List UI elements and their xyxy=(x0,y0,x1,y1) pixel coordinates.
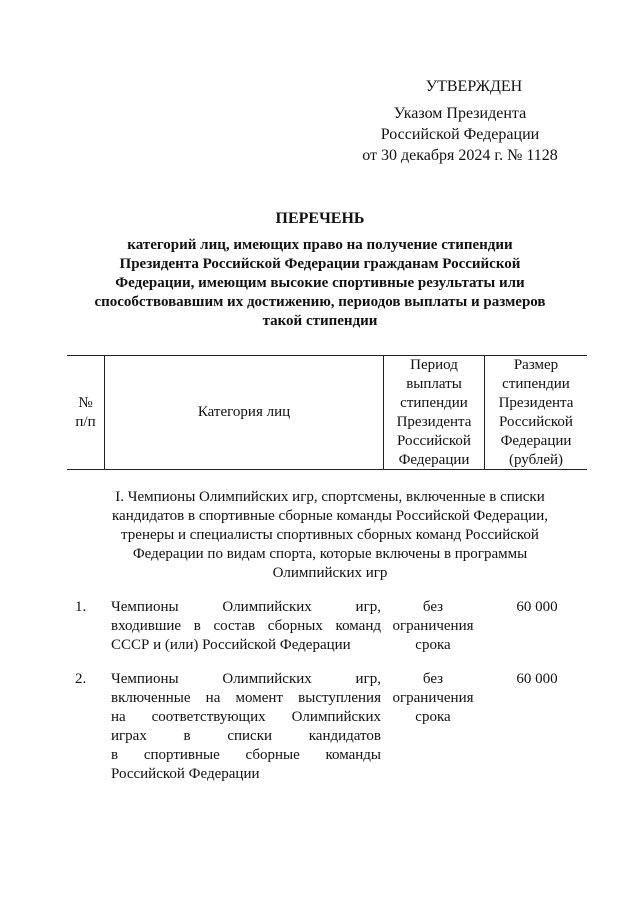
header-period-line: Федерации xyxy=(398,451,470,468)
row-category-line: Российской Федерации xyxy=(111,766,260,782)
header-amount-line: Размер xyxy=(513,356,559,373)
section-line: I. Чемпионы Олимпийских игр, спортсмены, включенные в списки xyxy=(115,489,545,505)
header-period-line: выплаты xyxy=(406,375,462,392)
section-line: Олимпийских игр xyxy=(272,565,388,581)
header-period-line: Российской xyxy=(397,432,471,449)
subtitle-line: Президента Российской Федерации гражданам Российской xyxy=(119,256,521,272)
section-line: кандидатов в спортивные сборные команды Российской Федерации, xyxy=(111,508,549,524)
row-period xyxy=(389,670,477,727)
document-title: ПЕРЕЧЕНЬ xyxy=(275,210,365,227)
row-number: 2. xyxy=(75,671,87,687)
row-period-line: без xyxy=(422,599,444,615)
approval-stamp: УТВЕРЖДЕН xyxy=(425,78,523,95)
header-amount-line: Президента xyxy=(498,394,574,411)
row-amount: 60 000 xyxy=(516,599,558,615)
approval-block xyxy=(340,76,580,166)
row-category-line: включенные на момент выступления xyxy=(111,690,381,706)
approval-line: Российской Федерации xyxy=(380,126,540,143)
header-amount-line: Российской xyxy=(499,413,573,430)
subtitle-line: такой стипендии xyxy=(262,313,378,329)
section-heading xyxy=(80,488,580,583)
header-period xyxy=(384,356,485,469)
header-period-line: Период xyxy=(410,356,458,373)
header-category-label: Категория лиц xyxy=(197,404,291,420)
row-category-line: в спортивные сборные команды xyxy=(111,747,381,763)
row-category-line: Чемпионы Олимпийских игр, xyxy=(111,599,381,615)
approval-line: от 30 декабря 2024 г. № 1128 xyxy=(362,147,558,164)
header-period-line: стипендии xyxy=(400,394,468,411)
approval-line: Указом Президента xyxy=(393,105,527,122)
header-amount xyxy=(485,356,587,469)
header-num-line: № xyxy=(78,394,93,411)
row-period-line: срока xyxy=(415,709,451,725)
subtitle-line: способствовавшим их достижению, периодов выплаты и размеров xyxy=(94,294,546,310)
row-period-line: ограничения xyxy=(392,618,474,634)
header-amount-line: Федерации xyxy=(500,432,572,449)
header-period-line: Президента xyxy=(396,413,472,430)
table-header xyxy=(67,355,587,470)
row-category xyxy=(111,598,381,655)
subtitle-line: Федерации, имеющим высокие спортивные результаты или xyxy=(115,275,525,291)
header-amount-line: (рублей) xyxy=(508,451,564,468)
header-num-line: п/п xyxy=(75,413,96,430)
subtitle-line: категорий лиц, имеющих право на получение стипендии xyxy=(127,237,513,253)
section-line: Федерации по видам спорта, которые включены в программы xyxy=(132,546,528,562)
row-period-line: без xyxy=(422,671,444,687)
row-category xyxy=(111,670,381,784)
row-category-line: входившие в состав сборных команд xyxy=(111,618,381,634)
row-amount: 60 000 xyxy=(516,671,558,687)
row-category-line: играх в списки кандидатов xyxy=(111,728,381,744)
row-period-line: ограничения xyxy=(392,690,474,706)
header-num xyxy=(67,356,105,469)
header-category xyxy=(105,356,384,469)
row-period xyxy=(389,598,477,655)
header-amount-line: стипендии xyxy=(502,375,570,392)
row-number: 1. xyxy=(75,599,87,615)
row-category-line: на соответствующих Олимпийских xyxy=(111,709,381,725)
document-subtitle xyxy=(70,236,570,331)
row-category-line: СССР и (или) Российской Федерации xyxy=(111,637,351,653)
row-category-line: Чемпионы Олимпийских игр, xyxy=(111,671,381,687)
row-period-line: срока xyxy=(415,637,451,653)
section-line: тренеры и специалисты спортивных сборных команд Российской xyxy=(121,527,539,543)
